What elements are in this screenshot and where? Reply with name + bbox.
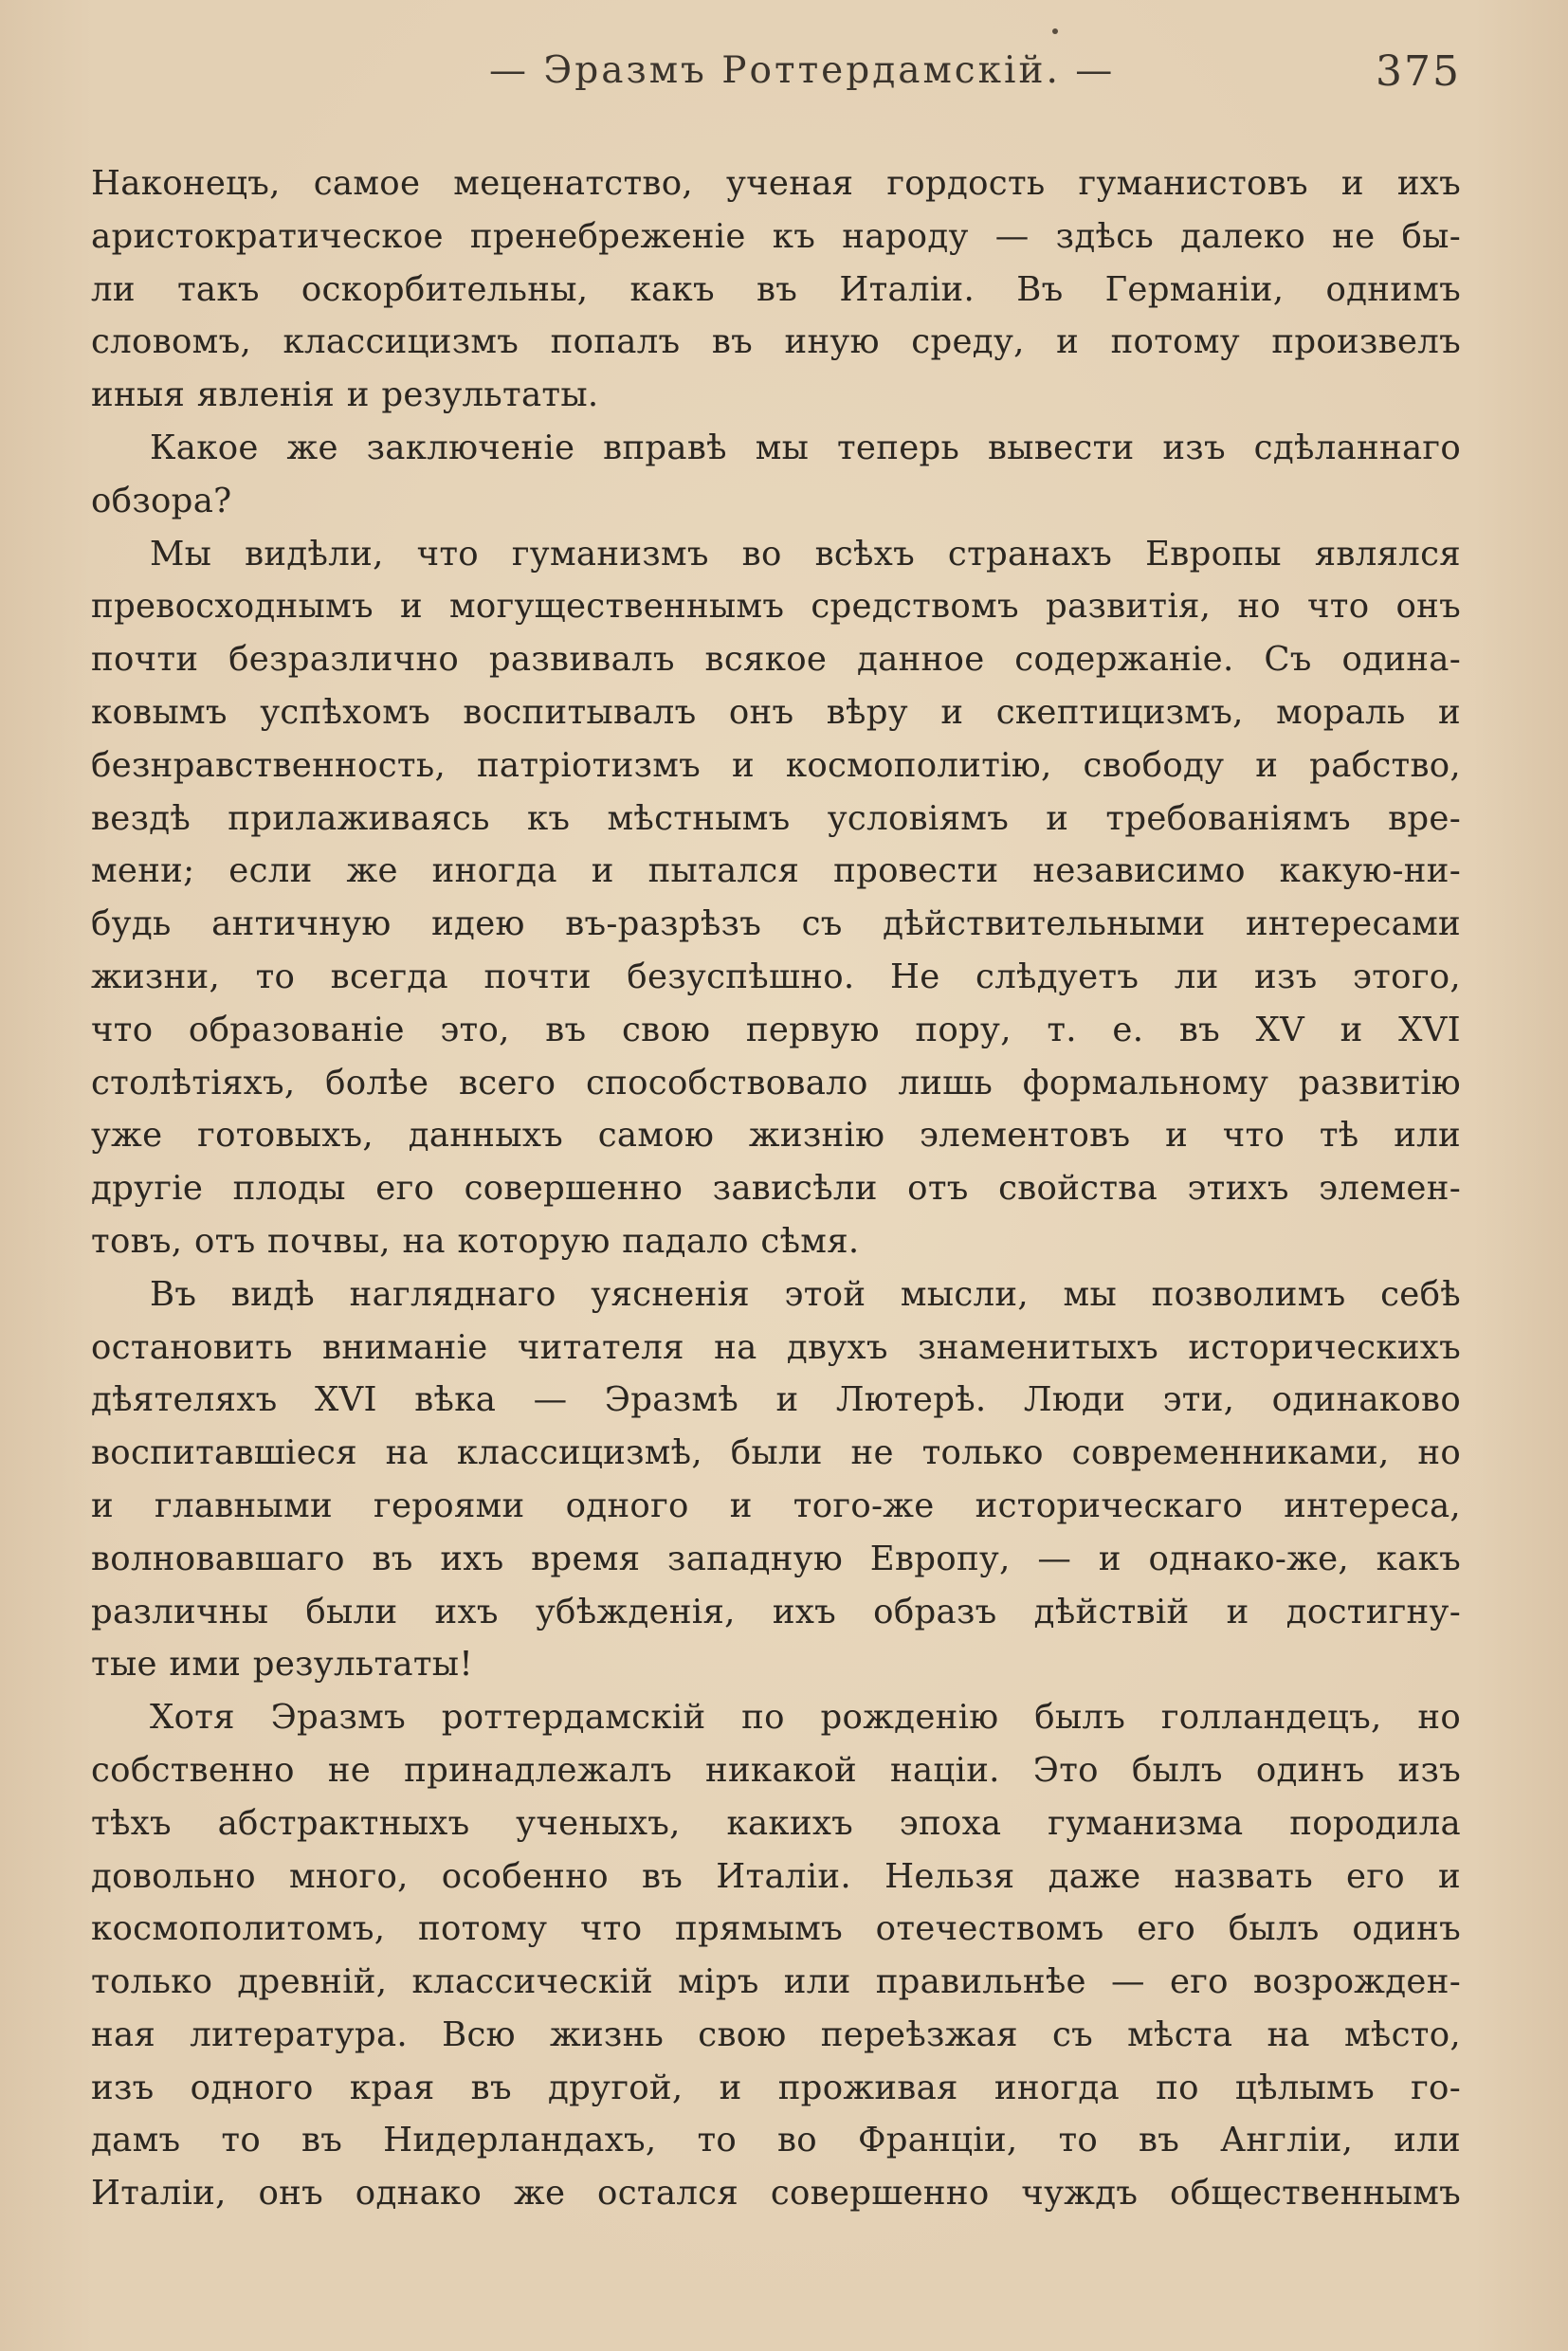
text-line: другіе плоды его совершенно зависѣли отъ свойства этихъ элемен- (91, 1169, 1461, 1209)
text-line: ковымъ успѣхомъ воспитывалъ онъ вѣру и скептицизмъ, мораль и (91, 692, 1461, 732)
running-head (91, 49, 1461, 106)
text-line: Какое же заключеніе вправѣ мы теперь вывести изъ сдѣланнаго (150, 428, 1461, 467)
running-title: — Эразмъ Роттердамскій. — (489, 49, 1116, 92)
text-line: Хотя Эразмъ роттердамскій по рожденію былъ голландецъ, но (150, 1698, 1461, 1738)
text-line: товъ, отъ почвы, на которую падало сѣмя. (91, 1221, 860, 1261)
ink-speck (1052, 28, 1058, 34)
body-text (91, 157, 1461, 2220)
text-line: ли такъ оскорбительны, какъ въ Италіи. Въ Германіи, однимъ (91, 269, 1461, 309)
text-line: космополитомъ, потому что прямымъ отечествомъ его былъ одинъ (91, 1909, 1461, 1949)
text-line: Наконецъ, самое меценатство, ученая гордость гуманистовъ и ихъ (91, 164, 1461, 203)
text-line: различны были ихъ убѣжденія, ихъ образъ дѣйствій и достигну- (91, 1592, 1461, 1631)
text-line: превосходнымъ и могущественнымъ средствомъ развитія, но что онъ (91, 587, 1461, 627)
text-line: почти безразлично развивалъ всякое данное содержаніе. Съ одина- (91, 640, 1461, 680)
text-line: тѣхъ абстрактныхъ ученыхъ, какихъ эпоха гуманизма породила (91, 1803, 1461, 1843)
page-number: 375 (1376, 47, 1461, 96)
text-line: Италіи, онъ однако же остался совершенно чуждъ общественнымъ (91, 2174, 1461, 2214)
text-line: волновавшаго въ ихъ время западную Европу, — и однако-же, какъ (91, 1539, 1461, 1578)
text-line: Мы видѣли, что гуманизмъ во всѣхъ странахъ Европы являлся (150, 534, 1461, 574)
text-line: довольно много, особенно въ Италіи. Нельзя даже назвать его и (91, 1856, 1461, 1896)
text-line: уже готовыхъ, данныхъ самою жизнію элементовъ и что тѣ или (91, 1116, 1461, 1156)
text-line: иныя явленія и результаты. (91, 375, 599, 415)
text-line: остановить вниманіе читателя на двухъ знаменитыхъ историческихъ (91, 1327, 1461, 1367)
text-line: и главными героями одного и того-же историческаго интереса, (91, 1485, 1461, 1525)
text-line: обзора? (91, 481, 232, 520)
text-line: аристократическое пренебреженіе къ народу — здѣсь далеко не бы- (91, 216, 1461, 256)
text-line: Въ видѣ нагляднаго уясненія этой мысли, мы позволимъ себѣ (150, 1274, 1461, 1314)
text-line: воспитавшіеся на классицизмѣ, были не только современниками, но (91, 1433, 1461, 1473)
text-line: вездѣ прилаживаясь къ мѣстнымъ условіямъ и требованіямъ вре- (91, 798, 1461, 838)
text-line: изъ одного края въ другой, и проживая иногда по цѣлымъ го- (91, 2068, 1461, 2107)
text-line: только древній, классическій міръ или правильнѣе — его возрожден- (91, 1962, 1461, 2002)
text-line: столѣтіяхъ, болѣе всего способствовало лишь формальному развитію (91, 1063, 1461, 1103)
text-line: словомъ, классицизмъ попалъ въ иную среду, и потому произвелъ (91, 322, 1461, 362)
text-line: тые ими результаты! (91, 1645, 473, 1685)
text-line: дѣятеляхъ XVI вѣка — Эразмѣ и Лютерѣ. Люди эти, одинаково (91, 1380, 1461, 1420)
text-line: будь античную идею въ-разрѣзъ съ дѣйствительными интересами (91, 904, 1461, 944)
text-line: дамъ то въ Нидерландахъ, то во Франціи, то въ Англіи, или (91, 2121, 1461, 2160)
text-line: что образованіе это, въ свою первую пору, т. е. въ XV и XVI (91, 1010, 1461, 1049)
text-line: ная литература. Всю жизнь свою переѣзжая съ мѣста на мѣсто, (91, 2014, 1461, 2054)
text-line: безнравственность, патріотизмъ и космополитію, свободу и рабство, (91, 745, 1461, 785)
text-line: жизни, то всегда почти безуспѣшно. Не слѣдуетъ ли изъ этого, (91, 957, 1461, 996)
text-line: собственно не принадлежалъ никакой націи. Это былъ одинъ изъ (91, 1750, 1461, 1790)
text-line: мени; если же иногда и пытался провести независимо какую-ни- (91, 851, 1461, 891)
